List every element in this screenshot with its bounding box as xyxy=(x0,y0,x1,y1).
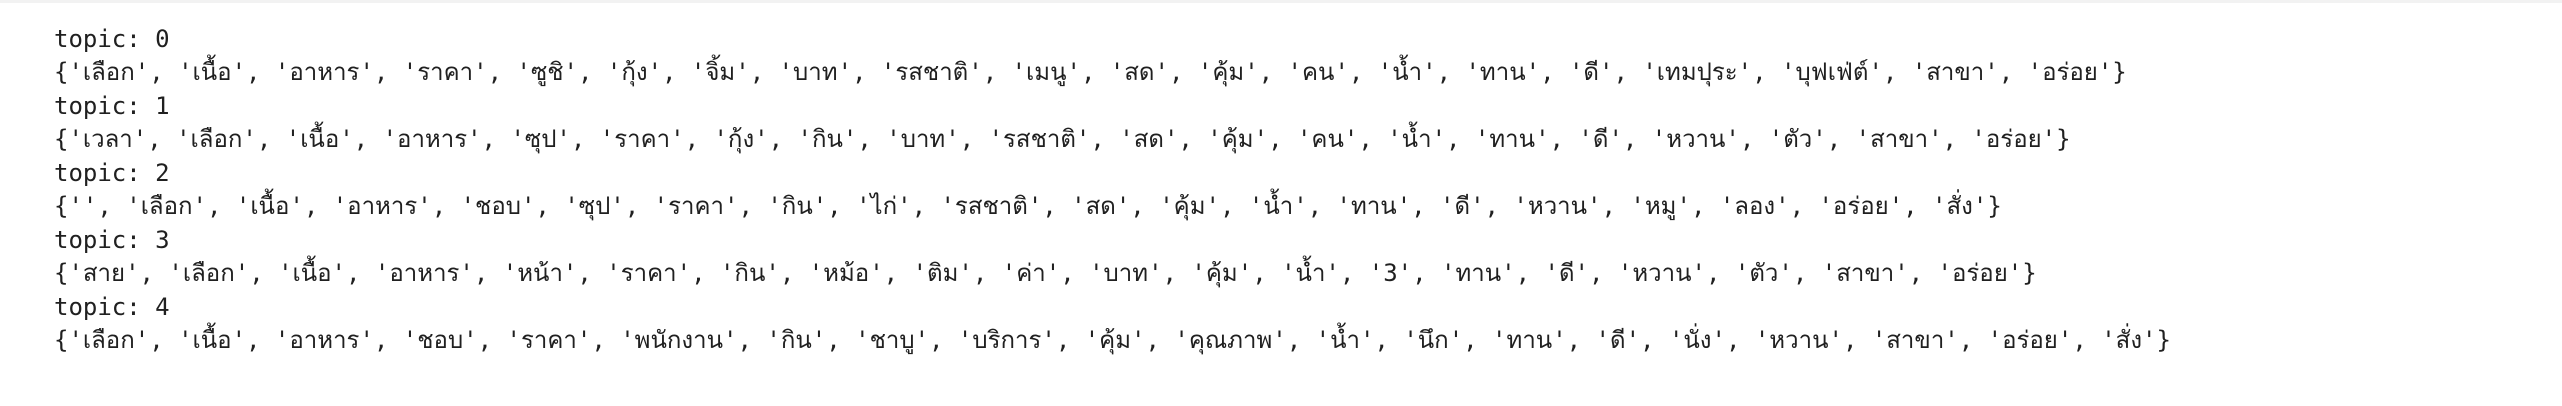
topic-3-header: topic: 3 xyxy=(54,226,170,254)
topic-4-header: topic: 4 xyxy=(54,293,170,321)
topic-2-words: {'', 'เลือก', 'เนื้อ', 'อาหาร', 'ชอบ', 'ซุป', 'ราคา', 'กิน', 'ไก่', 'รสชาติ', 'สด', 'คุ้ม', 'น้ำ', 'ทาน', 'ดี', 'หวาน', 'หมู', 'ลอง', 'อร่อย', 'สั่ง'} xyxy=(54,192,2002,220)
topic-0-words: {'เลือก', 'เนื้อ', 'อาหาร', 'ราคา', 'ซูชิ', 'กุ้ง', 'จิ้ม', 'บาท', 'รสชาติ', 'เมนู', 'สด', 'คุ้ม', 'คน', 'น้ำ', 'ทาน', 'ดี', 'เทมปุระ', 'บุฟเฟ่ต์', 'สาขา', 'อร่อย'} xyxy=(54,58,2127,86)
topic-3-words: {'สาย', 'เลือก', 'เนื้อ', 'อาหาร', 'หน้า', 'ราคา', 'กิน', 'หม้อ', 'ติม', 'ค่า', 'บาท', 'คุ้ม', 'น้ำ', '3', 'ทาน', 'ดี', 'หวาน', 'ตัว', 'สาขา', 'อร่อย'} xyxy=(54,259,2037,287)
topic-0-header: topic: 0 xyxy=(54,25,170,53)
topic-2-header: topic: 2 xyxy=(54,159,170,187)
topic-4-words: {'เลือก', 'เนื้อ', 'อาหาร', 'ชอบ', 'ราคา', 'พนักงาน', 'กิน', 'ชาบู', 'บริการ', 'คุ้ม', 'คุณภาพ', 'น้ำ', 'นึก', 'ทาน', 'ดี', 'นั่ง', 'หวาน', 'สาขา', 'อร่อย', 'สั่ง'} xyxy=(54,326,2171,354)
topic-1-header: topic: 1 xyxy=(54,92,170,120)
topic-1-words: {'เวลา', 'เลือก', 'เนื้อ', 'อาหาร', 'ซุป', 'ราคา', 'กุ้ง', 'กิน', 'บาท', 'รสชาติ', 'สด', 'คุ้ม', 'คน', 'น้ำ', 'ทาน', 'ดี', 'หวาน', 'ตัว', 'สาขา', 'อร่อย'} xyxy=(54,125,2071,153)
